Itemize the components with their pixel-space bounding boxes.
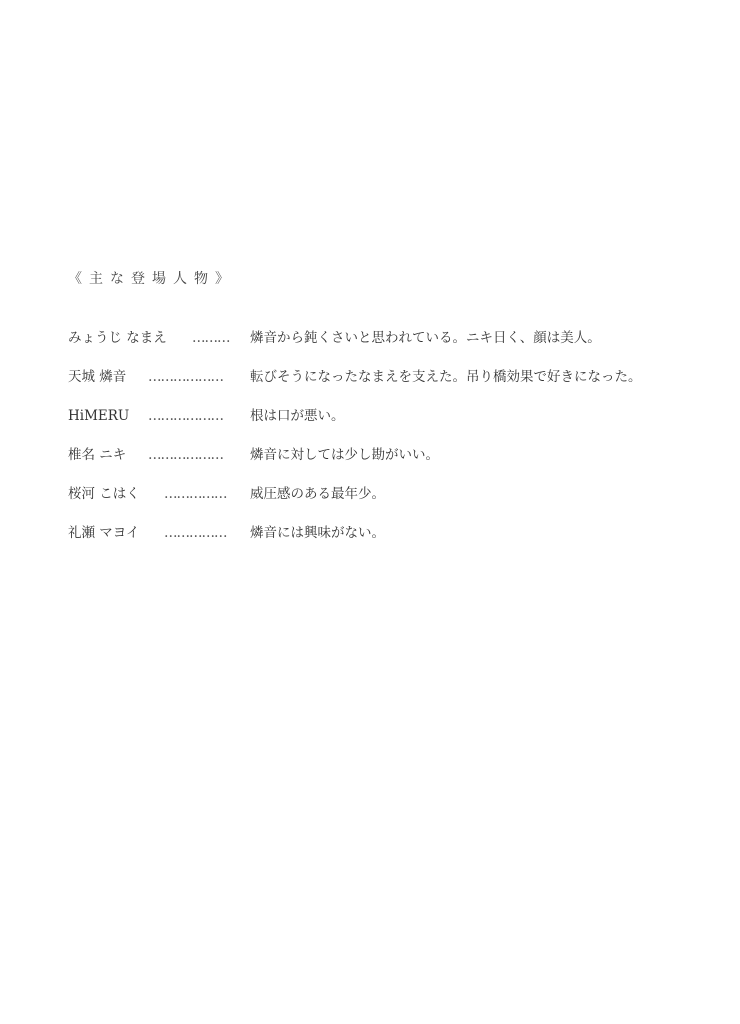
- dot-leader: ………………: [148, 447, 223, 463]
- character-description: 威圧感のある最年少。: [250, 486, 385, 502]
- section-heading: 《主な登場人物》: [68, 271, 236, 287]
- character-list: [68, 329, 728, 563]
- character-row: [68, 485, 728, 524]
- character-name: HiMERU: [68, 408, 130, 424]
- character-row: [68, 524, 728, 563]
- dot-leader: ………: [192, 330, 230, 346]
- character-name: 礼瀬 マヨイ: [68, 525, 140, 541]
- character-description: 根は口が悪い。: [250, 408, 345, 424]
- character-name: みょうじ なまえ: [68, 330, 167, 346]
- character-row: [68, 329, 728, 368]
- character-row: [68, 368, 728, 407]
- dot-leader: ……………: [164, 486, 227, 502]
- character-description: 燐音に対しては少し勘がいい。: [250, 447, 439, 463]
- character-row: [68, 407, 728, 446]
- character-description: 転びそうになったなまえを支えた。吊り橋効果で好きになった。: [250, 369, 642, 385]
- dot-leader: ……………: [164, 525, 227, 541]
- character-description: 燐音から鈍くさいと思われている。ニキ日く、顔は美人。: [250, 330, 601, 346]
- character-name: 椎名 ニキ: [68, 447, 127, 463]
- character-name: 天城 燐音: [68, 369, 127, 385]
- dot-leader: ………………: [148, 408, 223, 424]
- character-description: 燐音には興味がない。: [250, 525, 385, 541]
- dot-leader: ………………: [148, 369, 223, 385]
- character-row: [68, 446, 728, 485]
- character-name: 桜河 こはく: [68, 486, 140, 502]
